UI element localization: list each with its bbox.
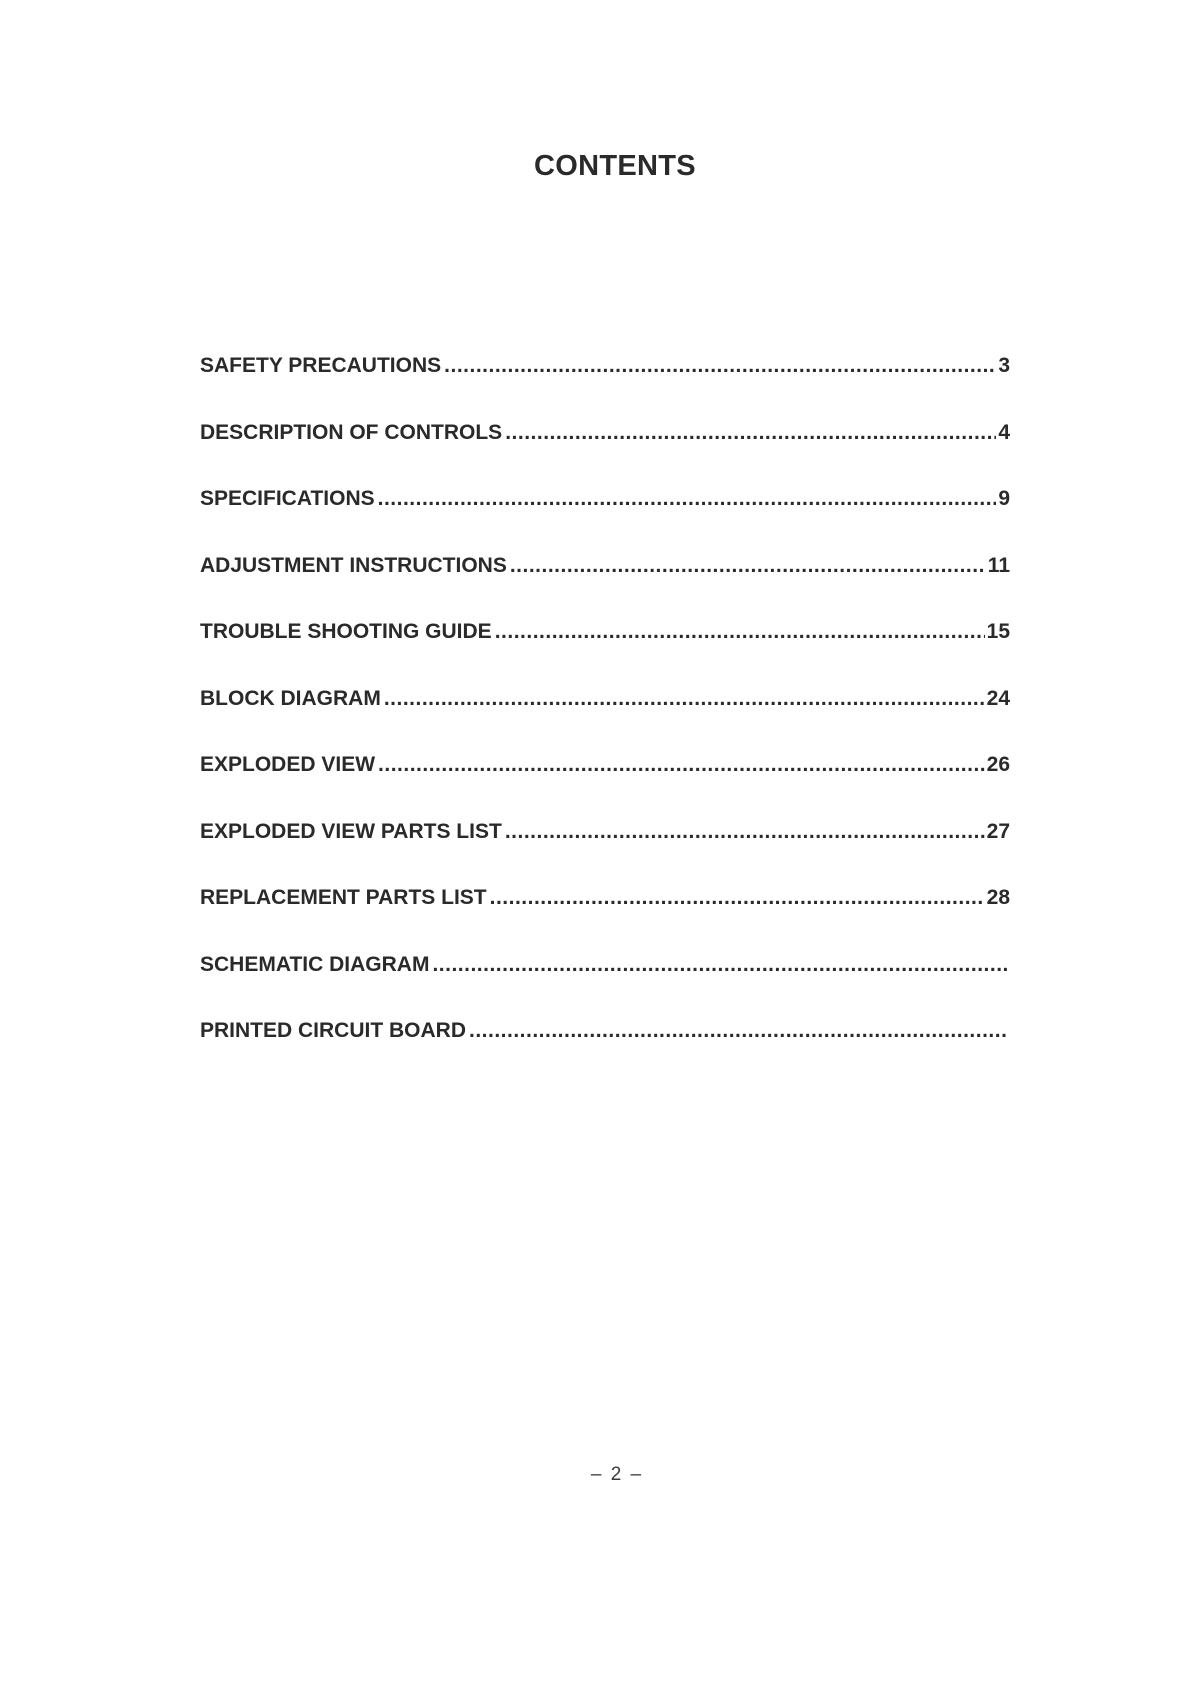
- toc-entry-page: 28: [986, 886, 1010, 909]
- toc-dot-leader: [378, 485, 997, 513]
- toc-entry-page: 11: [987, 553, 1010, 577]
- toc-entry-specifications[interactable]: [200, 485, 1010, 552]
- toc-entry-adjustment-instructions[interactable]: [200, 552, 1010, 619]
- toc-entry-replacement-parts-list[interactable]: [200, 884, 1010, 951]
- toc-entry-trouble-shooting-guide[interactable]: [200, 618, 1010, 685]
- toc-dot-leader: [495, 618, 985, 646]
- toc-dot-leader: [469, 1017, 1008, 1045]
- toc-entry-label: TROUBLE SHOOTING GUIDE: [200, 620, 492, 643]
- toc-dot-leader: [505, 818, 985, 846]
- toc-entry-exploded-view[interactable]: [200, 751, 1010, 818]
- toc-dot-leader: [510, 552, 986, 580]
- toc-entry-page: 4: [998, 420, 1010, 444]
- toc-dot-leader: [490, 884, 985, 912]
- toc-entry-label: SCHEMATIC DIAGRAM: [200, 952, 430, 976]
- toc-entry-block-diagram[interactable]: [200, 685, 1010, 752]
- toc-entry-label: EXPLODED VIEW PARTS LIST: [200, 819, 502, 843]
- toc-entry-label: REPLACEMENT PARTS LIST: [200, 886, 487, 909]
- toc-entry-label: BLOCK DIAGRAM: [200, 686, 381, 710]
- toc-entry-label: EXPLODED VIEW: [200, 753, 376, 776]
- toc-entry-page: 9: [998, 487, 1010, 510]
- toc-entry-page: 26: [986, 753, 1010, 776]
- page-number: – 2 –: [590, 1464, 644, 1485]
- toc-dot-leader: [444, 352, 996, 380]
- toc-entry-printed-circuit-board[interactable]: [200, 1017, 1010, 1084]
- toc-entry-schematic-diagram[interactable]: [200, 951, 1010, 1018]
- toc-entry-safety-precautions[interactable]: [200, 352, 1010, 419]
- toc-dot-leader: [378, 751, 985, 779]
- toc-dot-leader: [432, 951, 1008, 979]
- toc-dot-leader: [384, 685, 985, 713]
- toc-entry-page: 27: [986, 819, 1010, 843]
- toc-entry-label: SAFETY PRECAUTIONS: [200, 354, 442, 377]
- toc-entry-page: 24: [986, 686, 1010, 710]
- toc-entry-exploded-view-parts-list[interactable]: [200, 818, 1010, 885]
- toc-entry-label: PRINTED CIRCUIT BOARD: [200, 1019, 466, 1042]
- toc-entry-page: 3: [998, 354, 1010, 377]
- toc-entry-label: DESCRIPTION OF CONTROLS: [200, 420, 503, 444]
- toc-entry-description-of-controls[interactable]: [200, 419, 1010, 486]
- toc-entry-page: 15: [986, 620, 1010, 643]
- toc-dot-leader: [505, 419, 996, 447]
- toc-entry-label: SPECIFICATIONS: [200, 487, 375, 510]
- page-title: CONTENTS: [534, 150, 696, 182]
- table-of-contents: [200, 352, 1010, 1084]
- toc-entry-label: ADJUSTMENT INSTRUCTIONS: [200, 553, 507, 577]
